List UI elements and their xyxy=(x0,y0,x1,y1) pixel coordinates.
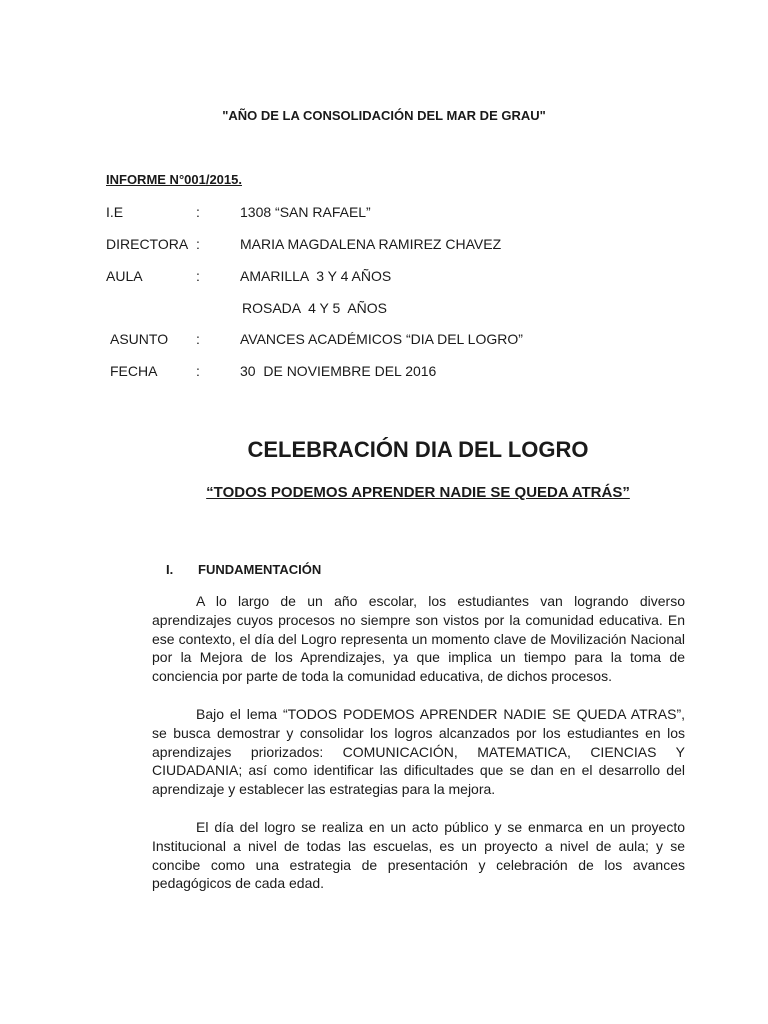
field-colon: : xyxy=(196,331,200,347)
field-value: 1308 “SAN RAFAEL” xyxy=(240,204,371,220)
field-label: I.E xyxy=(106,204,124,220)
field-value: AVANCES ACADÉMICOS “DIA DEL LOGRO” xyxy=(240,331,523,347)
field-colon: : xyxy=(196,363,200,379)
subtitle-text: “TODOS PODEMOS APRENDER NADIE SE QUEDA ATRÁS” xyxy=(206,484,630,501)
field-value: MARIA MAGDALENA RAMIREZ CHAVEZ xyxy=(240,236,502,252)
field-value: ROSADA 4 Y 5 AÑOS xyxy=(242,300,387,316)
field-label: ASUNTO xyxy=(110,331,169,347)
document-subtitle xyxy=(34,484,768,501)
field-colon: : xyxy=(196,236,200,252)
title-text: CELEBRACIÓN DIA DEL LOGRO xyxy=(247,437,589,462)
field-label: FECHA xyxy=(110,363,158,379)
section-title: FUNDAMENTACIÓN xyxy=(198,562,322,577)
paragraph: El día del logro se realiza en un acto público y se enmarca en un proyecto Institucional a nivel de todas las escuelas, es un proyecto a nivel de aula; y se concibe como una estrategia de presentación y celebración de los avances pedagógicos de cada edad. xyxy=(152,819,685,892)
report-number: INFORME N°001/2015. xyxy=(106,172,242,187)
year-motto: "AÑO DE LA CONSOLIDACIÓN DEL MAR DE GRAU" xyxy=(222,108,546,123)
field-colon: : xyxy=(196,268,200,284)
field-label: DIRECTORA xyxy=(106,236,189,252)
document-title xyxy=(34,437,768,463)
section-number: I. xyxy=(166,562,174,577)
field-value: 30 DE NOVIEMBRE DEL 2016 xyxy=(240,363,437,379)
field-label: AULA xyxy=(106,268,143,284)
field-colon: : xyxy=(196,204,200,220)
paragraph: A lo largo de un año escolar, los estudiantes van logrando diverso aprendizajes cuyos procesos no siempre son vistos por la comunidad educativa. En ese contexto, el día del Logro representa un momento clave de Movilización Nacional por la Mejora de los Aprendizajes, ya que implica un tiempo para la toma de conciencia por parte de toda la comunidad educativa, de dichos procesos. xyxy=(152,593,685,685)
paragraph: Bajo el lema “TODOS PODEMOS APRENDER NADIE SE QUEDA ATRAS”, se busca demostrar y consolidar los logros alcanzados por los estudiantes en los aprendizajes priorizados: COMUNICACIÓN, MATEMATICA, CIENCIAS Y CIUDADANIA; así como identificar las dificultades que se dan en el desarrollo del aprendizaje y establecer las estrategias para la mejora. xyxy=(152,706,685,798)
field-value: AMARILLA 3 Y 4 AÑOS xyxy=(240,268,392,284)
